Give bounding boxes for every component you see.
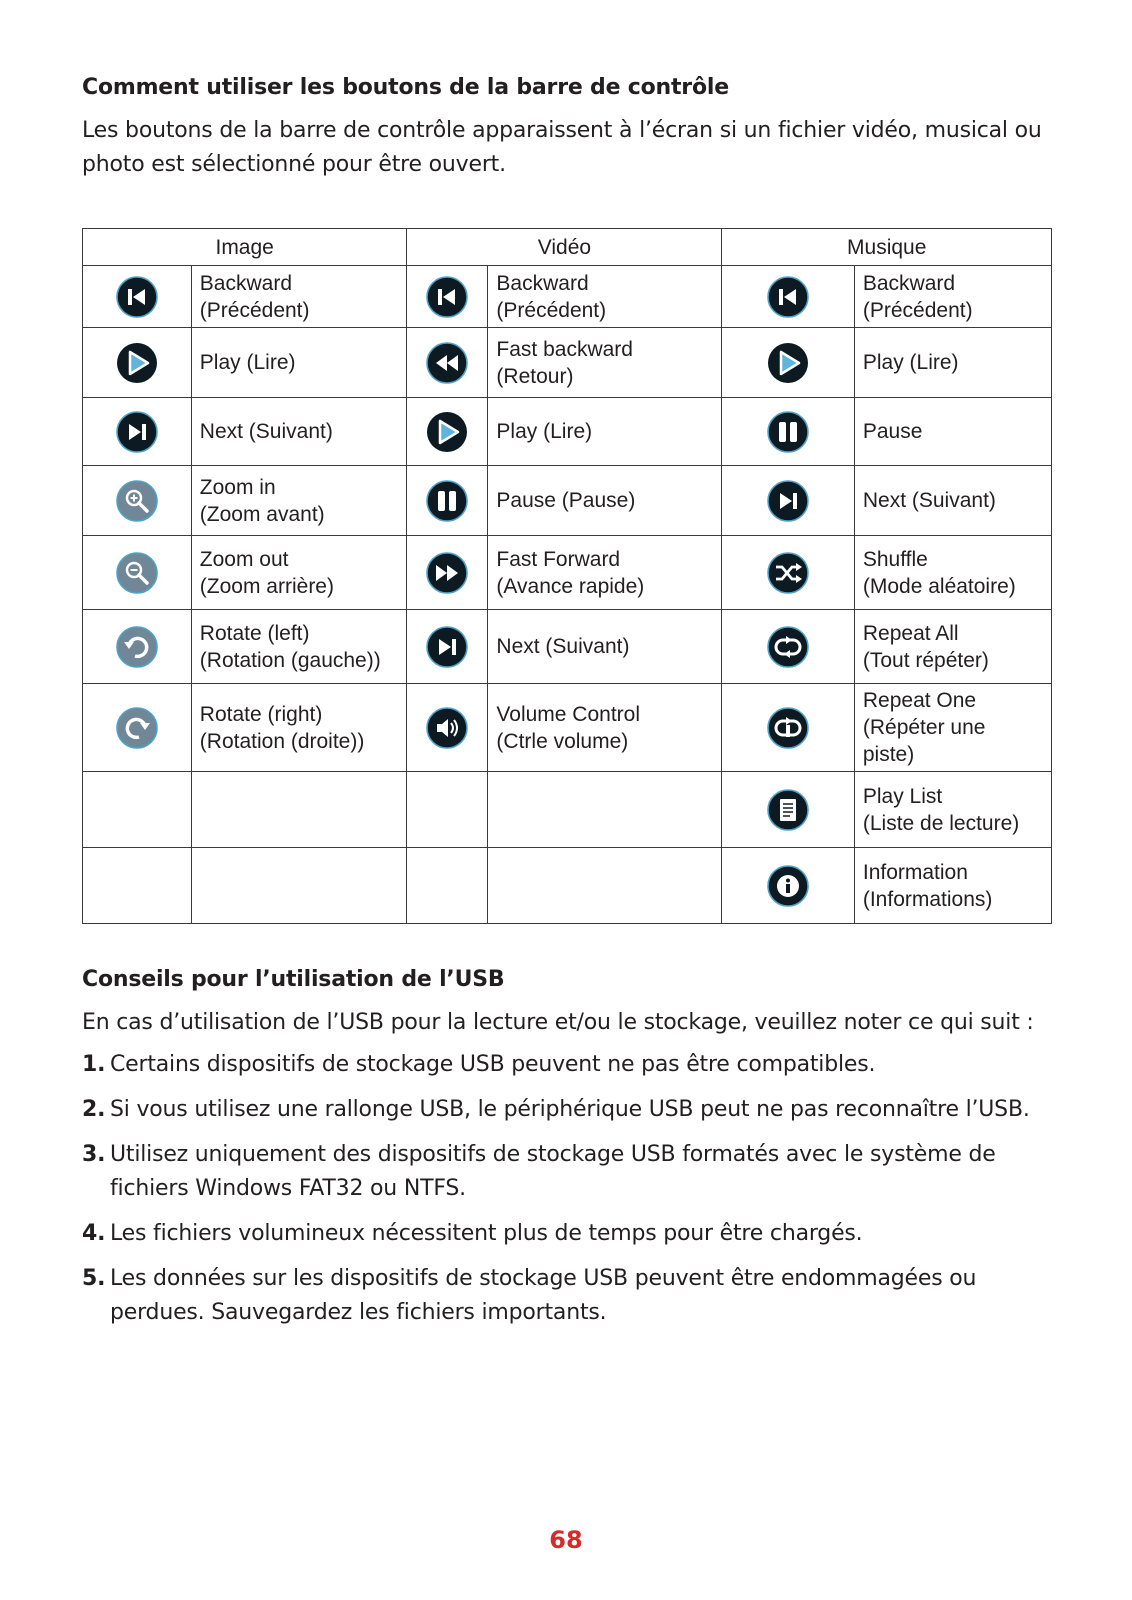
playlist-icon bbox=[766, 788, 810, 832]
image-label-cell bbox=[191, 772, 407, 848]
table-row bbox=[83, 684, 1052, 772]
image-label-cell: Next (Suivant) bbox=[191, 398, 407, 466]
list-item bbox=[82, 1048, 1052, 1082]
video-icon-cell bbox=[407, 466, 488, 536]
volume-icon bbox=[425, 706, 469, 750]
next-icon bbox=[425, 625, 469, 669]
info-icon bbox=[766, 864, 810, 908]
image-icon-cell bbox=[83, 684, 192, 772]
next-icon bbox=[766, 479, 810, 523]
fast-forward-icon bbox=[425, 551, 469, 595]
rotate-left-icon bbox=[115, 625, 159, 669]
image-label-cell: Rotate (left) (Rotation (gauche)) bbox=[191, 610, 407, 684]
list-item-number: 1. bbox=[82, 1052, 106, 1077]
music-icon-cell bbox=[722, 772, 854, 848]
list-item-number: 4. bbox=[82, 1221, 106, 1246]
table-row bbox=[83, 772, 1052, 848]
video-label-cell: Play (Lire) bbox=[488, 398, 722, 466]
list-item-number: 2. bbox=[82, 1097, 106, 1122]
table-row bbox=[83, 398, 1052, 466]
image-icon-cell bbox=[83, 266, 192, 328]
image-icon-cell bbox=[83, 848, 192, 924]
video-label-cell bbox=[488, 772, 722, 848]
music-label-cell: Play (Lire) bbox=[854, 328, 1051, 398]
image-label-cell: Play (Lire) bbox=[191, 328, 407, 398]
image-icon-cell bbox=[83, 536, 192, 610]
header-video: Vidéo bbox=[407, 229, 722, 266]
video-icon-cell bbox=[407, 328, 488, 398]
table-row bbox=[83, 536, 1052, 610]
repeat-all-icon bbox=[766, 625, 810, 669]
list-item-text: Les données sur les dispositifs de stockage USB peuvent être endommagées ou perdues. Sauvegardez les fichiers importants. bbox=[110, 1266, 977, 1325]
rotate-right-icon bbox=[115, 706, 159, 750]
video-label-cell: Volume Control (Ctrle volume) bbox=[488, 684, 722, 772]
list-item bbox=[82, 1262, 1052, 1330]
section-title-usb-tips: Conseils pour l’utilisation de l’USB bbox=[82, 967, 505, 992]
music-label-cell: Repeat One (Répéter une piste) bbox=[854, 684, 1051, 772]
list-item bbox=[82, 1138, 1052, 1206]
image-label-cell: Rotate (right) (Rotation (droite)) bbox=[191, 684, 407, 772]
page-number: 68 bbox=[549, 1526, 583, 1554]
play-icon bbox=[766, 341, 810, 385]
video-icon-cell bbox=[407, 684, 488, 772]
music-icon-cell bbox=[722, 266, 854, 328]
music-label-cell: Play List (Liste de lecture) bbox=[854, 772, 1051, 848]
music-label-cell: Information (Informations) bbox=[854, 848, 1051, 924]
next-icon bbox=[115, 410, 159, 454]
pause-icon bbox=[425, 479, 469, 523]
list-item-text: Les fichiers volumineux nécessitent plus de temps pour être chargés. bbox=[110, 1221, 863, 1246]
image-icon-cell bbox=[83, 398, 192, 466]
video-label-cell: Fast backward (Retour) bbox=[488, 328, 722, 398]
table-row bbox=[83, 266, 1052, 328]
list-item-number: 5. bbox=[82, 1266, 106, 1291]
list-item-text: Si vous utilisez une rallonge USB, le périphérique USB peut ne pas reconnaître l’USB. bbox=[110, 1097, 1030, 1122]
music-icon-cell bbox=[722, 328, 854, 398]
music-icon-cell bbox=[722, 398, 854, 466]
play-icon bbox=[115, 341, 159, 385]
table-row bbox=[83, 848, 1052, 924]
repeat-one-icon bbox=[766, 706, 810, 750]
video-label-cell: Next (Suivant) bbox=[488, 610, 722, 684]
table-row bbox=[83, 466, 1052, 536]
image-icon-cell bbox=[83, 772, 192, 848]
table-header-row bbox=[83, 229, 1052, 266]
table-body bbox=[83, 266, 1052, 924]
header-image: Image bbox=[83, 229, 407, 266]
image-icon-cell bbox=[83, 328, 192, 398]
music-icon-cell bbox=[722, 536, 854, 610]
page bbox=[82, 72, 1052, 1341]
backward-icon bbox=[115, 275, 159, 319]
video-label-cell: Backward (Précédent) bbox=[488, 266, 722, 328]
list-item-text: Utilisez uniquement des dispositifs de stockage USB formatés avec le système de fichiers Windows FAT32 ou NTFS. bbox=[110, 1142, 996, 1201]
image-label-cell: Zoom in (Zoom avant) bbox=[191, 466, 407, 536]
video-icon-cell bbox=[407, 610, 488, 684]
video-label-cell: Fast Forward (Avance rapide) bbox=[488, 536, 722, 610]
video-icon-cell bbox=[407, 398, 488, 466]
play-icon bbox=[425, 410, 469, 454]
zoom-in-icon bbox=[115, 479, 159, 523]
video-icon-cell bbox=[407, 536, 488, 610]
music-label-cell: Next (Suivant) bbox=[854, 466, 1051, 536]
video-icon-cell bbox=[407, 266, 488, 328]
music-label-cell: Repeat All (Tout répéter) bbox=[854, 610, 1051, 684]
header-music: Musique bbox=[722, 229, 1052, 266]
shuffle-icon bbox=[766, 551, 810, 595]
image-icon-cell bbox=[83, 466, 192, 536]
video-icon-cell bbox=[407, 848, 488, 924]
usb-intro-paragraph: En cas d’utilisation de l’USB pour la lecture et/ou le stockage, veuillez noter ce qui suit : bbox=[82, 1010, 1034, 1035]
video-label-cell: Pause (Pause) bbox=[488, 466, 722, 536]
image-label-cell: Zoom out (Zoom arrière) bbox=[191, 536, 407, 610]
image-icon-cell bbox=[83, 610, 192, 684]
music-icon-cell bbox=[722, 848, 854, 924]
list-item bbox=[82, 1093, 1052, 1127]
image-label-cell bbox=[191, 848, 407, 924]
table-row bbox=[83, 610, 1052, 684]
music-icon-cell bbox=[722, 684, 854, 772]
table-row bbox=[83, 328, 1052, 398]
usb-tips-list bbox=[82, 1048, 1052, 1330]
section-intro-paragraph: Les boutons de la barre de contrôle apparaissent à l’écran si un fichier vidéo, musical ou photo est sélectionné pour être ouvert. bbox=[82, 118, 1042, 177]
list-item bbox=[82, 1217, 1052, 1251]
list-item-text: Certains dispositifs de stockage USB peuvent ne pas être compatibles. bbox=[110, 1052, 876, 1077]
fast-backward-icon bbox=[425, 341, 469, 385]
music-icon-cell bbox=[722, 610, 854, 684]
music-label-cell: Shuffle (Mode aléatoire) bbox=[854, 536, 1051, 610]
pause-icon bbox=[766, 410, 810, 454]
section-title-control-bar: Comment utiliser les boutons de la barre de contrôle bbox=[82, 75, 729, 100]
backward-icon bbox=[425, 275, 469, 319]
video-label-cell bbox=[488, 848, 722, 924]
image-label-cell: Backward (Précédent) bbox=[191, 266, 407, 328]
music-label-cell: Pause bbox=[854, 398, 1051, 466]
zoom-out-icon bbox=[115, 551, 159, 595]
video-icon-cell bbox=[407, 772, 488, 848]
backward-icon bbox=[766, 275, 810, 319]
control-buttons-table bbox=[82, 228, 1052, 924]
music-label-cell: Backward (Précédent) bbox=[854, 266, 1051, 328]
list-item-number: 3. bbox=[82, 1142, 106, 1167]
music-icon-cell bbox=[722, 466, 854, 536]
